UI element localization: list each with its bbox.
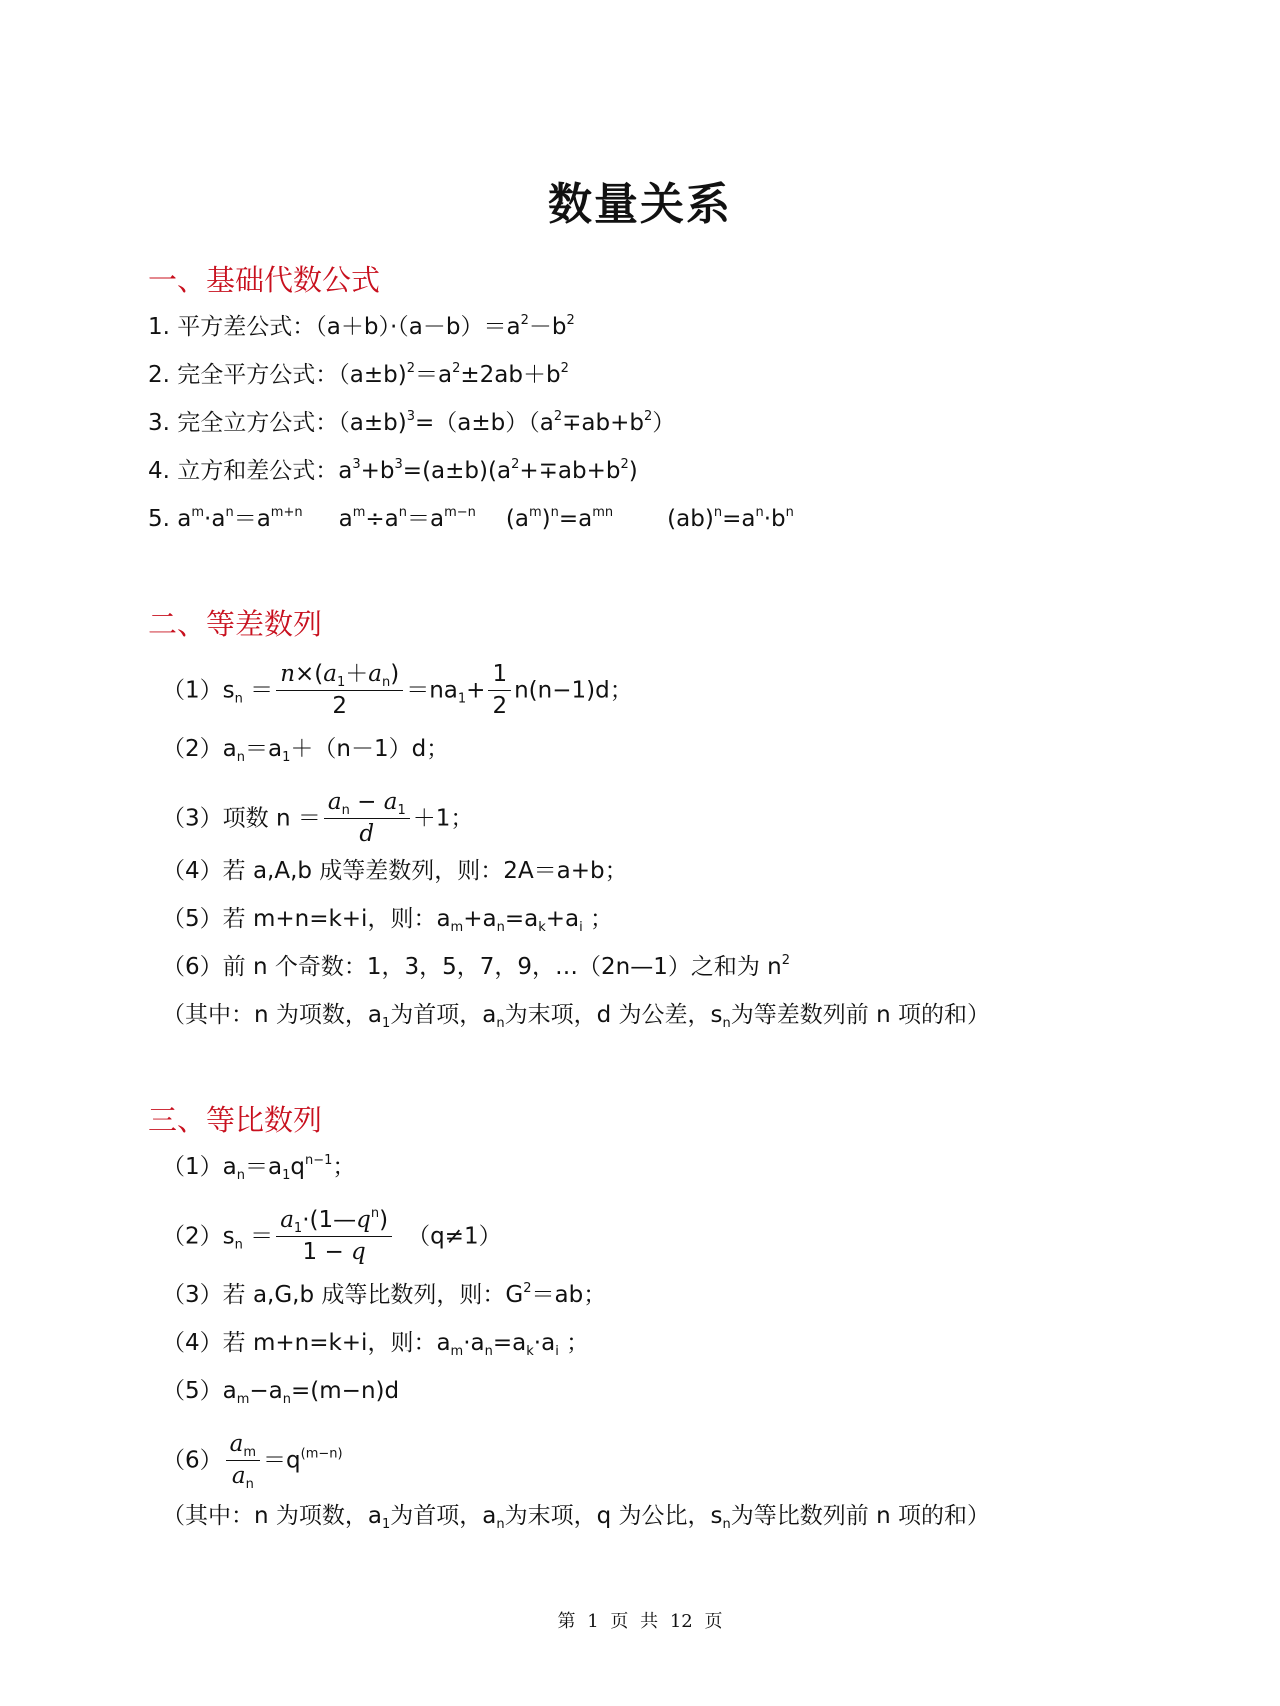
formula-line: 4. 立方和差公式：$a^3+b^3=(a\pm b)(a^2+\mp ab+b^2)$: [148, 457, 638, 484]
formula-line: （3）项数 n ＝ $\frac{a_n - a_1}{d}$ ＋1；: [162, 789, 474, 848]
formula-line: 1. 平方差公式：$(a+b)\cdot(a-b)=a^2-b^2$: [148, 313, 575, 340]
section-heading-algebra: 一、基础代数公式: [148, 263, 381, 297]
formula-line: $(1)a_n=a_1q^{n-1}$；: [162, 1153, 356, 1183]
formula-line: $(5)a_m-a_n=(m-n)d$: [162, 1378, 400, 1407]
section-note: （其中：n 为项数，$a_1$为首项，$a_n$为末项，q 为公比，$s_n$为等比数列前 n 项的和）: [162, 1503, 990, 1532]
formula-line: 2. 完全平方公式：$(a\pm b)^2=a^2\pm 2ab+b^2$: [148, 361, 569, 388]
formula-line: （3）若 a,G,b 成等比数列，则：$G^2=ab$；: [162, 1281, 607, 1308]
formula-line: $(2)s_n$ ＝ $\frac{a_1\cdot(1—q^n)}{1 - q}$ （q≠1）: [162, 1206, 502, 1266]
formula-line: （5）若 m+n=k+i，则：$a_m+a_n=a_k+a_i$ ；: [162, 906, 614, 935]
formula-line: （6） $\frac{a_m}{a_n}$ $=q^{(m-n)}$: [162, 1431, 343, 1493]
formula-line: 3. 完全立方公式：$(a\pm b)^3=(a\pm b)(a^2\mp ab+b^2)$: [148, 409, 676, 436]
section-heading-arithmetic-sequence: 二、等差数列: [148, 607, 323, 641]
formula-line: （6）前 n 个奇数：1，3，5，7，9，…（2n—1）之和为 $n^2$: [162, 953, 791, 980]
formula-line: $(1)s_n$ ＝ $\frac{n\times(a_1+a_n)}{2}$ $=na_1+$ $\frac{1}{2}$ n(n−1)d；: [162, 661, 633, 720]
section-note: （其中：n 为项数，$a_1$为首项，$a_n$为末项，d 为公差，$s_n$为等差数列前 n 项的和）: [162, 1002, 990, 1031]
formula-line: （4）若 m+n=k+i，则：$a_m\cdot a_n=a_k\cdot a_i$ ；: [162, 1330, 590, 1359]
formula-line: 5. $a^m\cdot a^n=a^{m+n}$ $a^m\div a^n=a^{m-n}$ $(a^m)^n=a^{mn}$ $(ab)^n=a^n\cdot b^n$: [148, 505, 794, 532]
page-footer: 第 1 页 共 12 页: [557, 1611, 723, 1632]
formula-line: $(2)a_n=a_1+(n-1)d$；: [162, 736, 450, 765]
page-title: 数量关系: [548, 179, 732, 230]
section-heading-geometric-sequence: 三、等比数列: [148, 1103, 323, 1137]
formula-line: （4）若 a,A,b 成等差数列，则：2A＝a+b；: [162, 858, 628, 884]
